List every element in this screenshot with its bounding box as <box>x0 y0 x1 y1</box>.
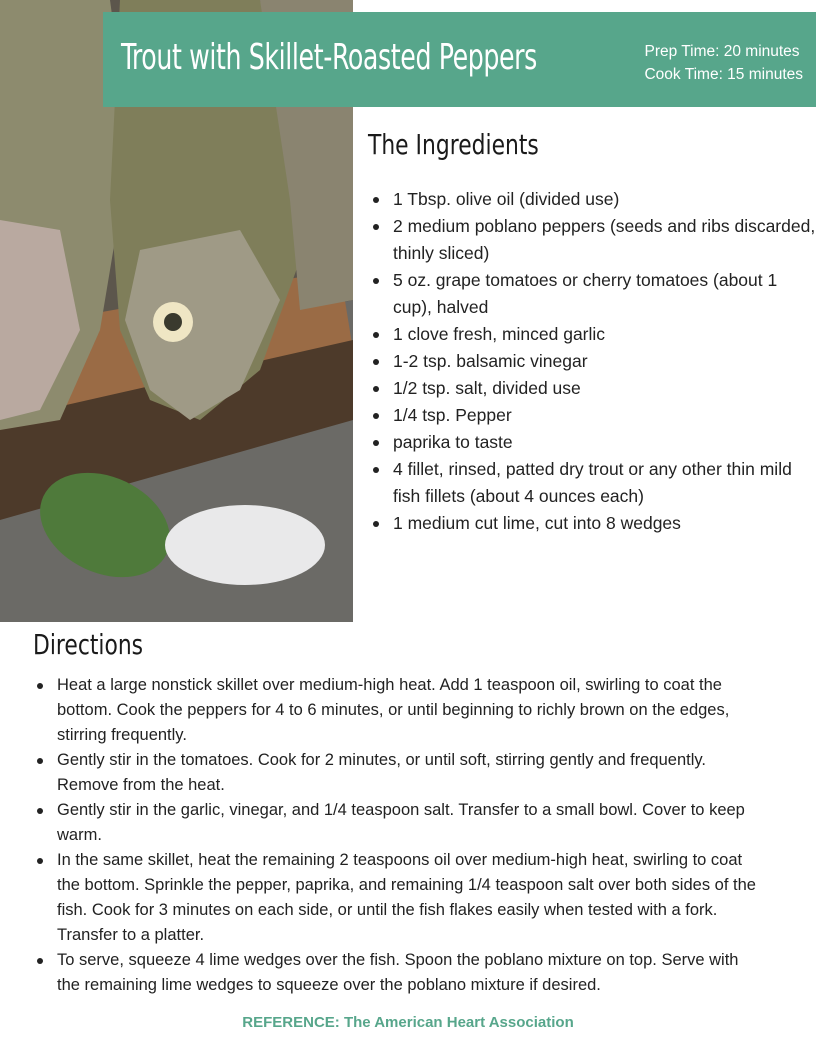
recipe-title: Trout with Skillet-Roasted Peppers <box>121 37 537 78</box>
ingredient-item: 2 medium poblano peppers (seeds and ribs discarded, thinly sliced) <box>368 213 816 267</box>
ingredients-heading: The Ingredients <box>368 128 539 161</box>
ingredient-item: 5 oz. grape tomatoes or cherry tomatoes (about 1 cup), halved <box>368 267 816 321</box>
direction-step: Gently stir in the garlic, vinegar, and 1/4 teaspoon salt. Transfer to a small bowl. Cover to keep warm. <box>33 798 763 848</box>
ingredient-item: 1 Tbsp. olive oil (divided use) <box>368 186 816 213</box>
ingredient-item: 1 medium cut lime, cut into 8 wedges <box>368 510 816 537</box>
recipe-times <box>644 40 803 86</box>
ingredient-item: 1-2 tsp. balsamic vinegar <box>368 348 816 375</box>
ingredient-item: 1 clove fresh, minced garlic <box>368 321 816 348</box>
direction-step: Heat a large nonstick skillet over medium-high heat. Add 1 teaspoon oil, swirling to coat the bottom. Cook the peppers for 4 to 6 minutes, or until beginning to richly brown on the edges, stirring frequently. <box>33 673 763 748</box>
direction-step: Gently stir in the tomatoes. Cook for 2 minutes, or until soft, stirring gently and frequently. Remove from the heat. <box>33 748 763 798</box>
direction-step: To serve, squeeze 4 lime wedges over the fish. Spoon the poblano mixture on top. Serve with the remaining lime wedges to squeeze over the poblano mixture if desired. <box>33 948 763 998</box>
directions-list <box>33 673 763 998</box>
ingredient-item: 1/2 tsp. salt, divided use <box>368 375 816 402</box>
directions-heading: Directions <box>33 628 144 661</box>
ingredient-item: 4 fillet, rinsed, patted dry trout or any other thin mild fish fillets (about 4 ounces each) <box>368 456 816 510</box>
direction-step: In the same skillet, heat the remaining 2 teaspoons oil over medium-high heat, swirling to coat the bottom. Sprinkle the pepper, paprika, and remaining 1/4 teaspoon salt over both sides of the fish. Cook for 3 minutes on each side, or until the fish flakes easily when tested with a fork. Transfer to a platter. <box>33 848 763 948</box>
reference-note: REFERENCE: The American Heart Association <box>242 1014 574 1031</box>
ingredients-list <box>368 186 816 537</box>
cook-time: Cook Time: 15 minutes <box>644 66 803 83</box>
prep-time: Prep Time: 20 minutes <box>644 43 800 60</box>
ingredient-item: 1/4 tsp. Pepper <box>368 402 816 429</box>
title-banner <box>103 12 816 107</box>
ingredient-item: paprika to taste <box>368 429 816 456</box>
